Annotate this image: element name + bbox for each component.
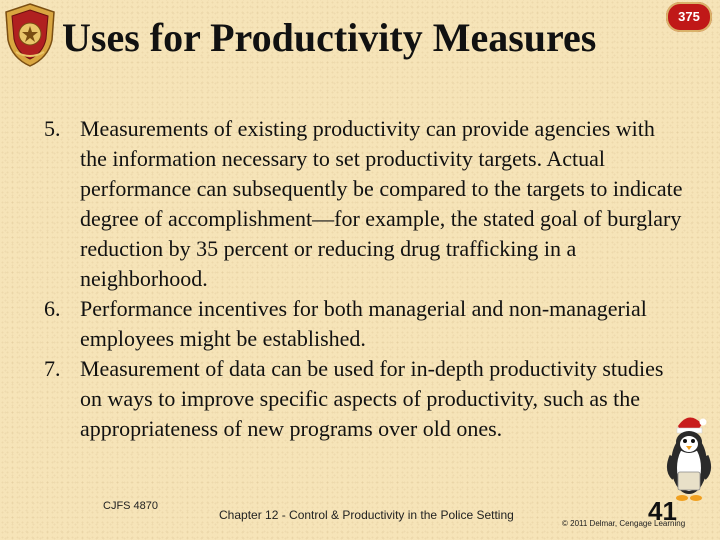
slide-title: Uses for Productivity Measures	[62, 15, 597, 60]
list-item	[44, 294, 684, 354]
slide-number: 41	[648, 496, 677, 526]
copyright-notice: © 2011 Delmar, Cengage Learning	[562, 519, 686, 528]
police-badge-icon	[2, 2, 58, 68]
list-item-number: 5.	[44, 116, 61, 141]
list-item-number: 7.	[44, 356, 61, 381]
numbered-list	[44, 114, 684, 444]
list-item	[44, 114, 684, 294]
course-code: CJFS 4870	[103, 500, 159, 512]
list-item-text: Performance incentives for both managerial and non-managerial employees might be established.	[80, 296, 647, 351]
list-item	[44, 354, 684, 444]
list-item-text: Measurement of data can be used for in-depth productivity studies on ways to improve specific aspects of productivity, such as the appropriateness of new programs over old ones.	[80, 356, 664, 441]
penguin-icon	[664, 412, 714, 504]
list-item-text: Measurements of existing productivity can provide agencies with the information necessary to set productivity targets. Actual performance can subsequently be compared to the targets to indicate degree of accomplishment—for example, the stated goal of burglary reduction by 35 percent or reducing drug trafficking in a neighborhood.	[80, 116, 683, 291]
page-number-tag: 375	[666, 2, 712, 32]
list-item-number: 6.	[44, 296, 61, 321]
chapter-footer: Chapter 12 - Control & Productivity in the Police Setting	[219, 508, 514, 522]
